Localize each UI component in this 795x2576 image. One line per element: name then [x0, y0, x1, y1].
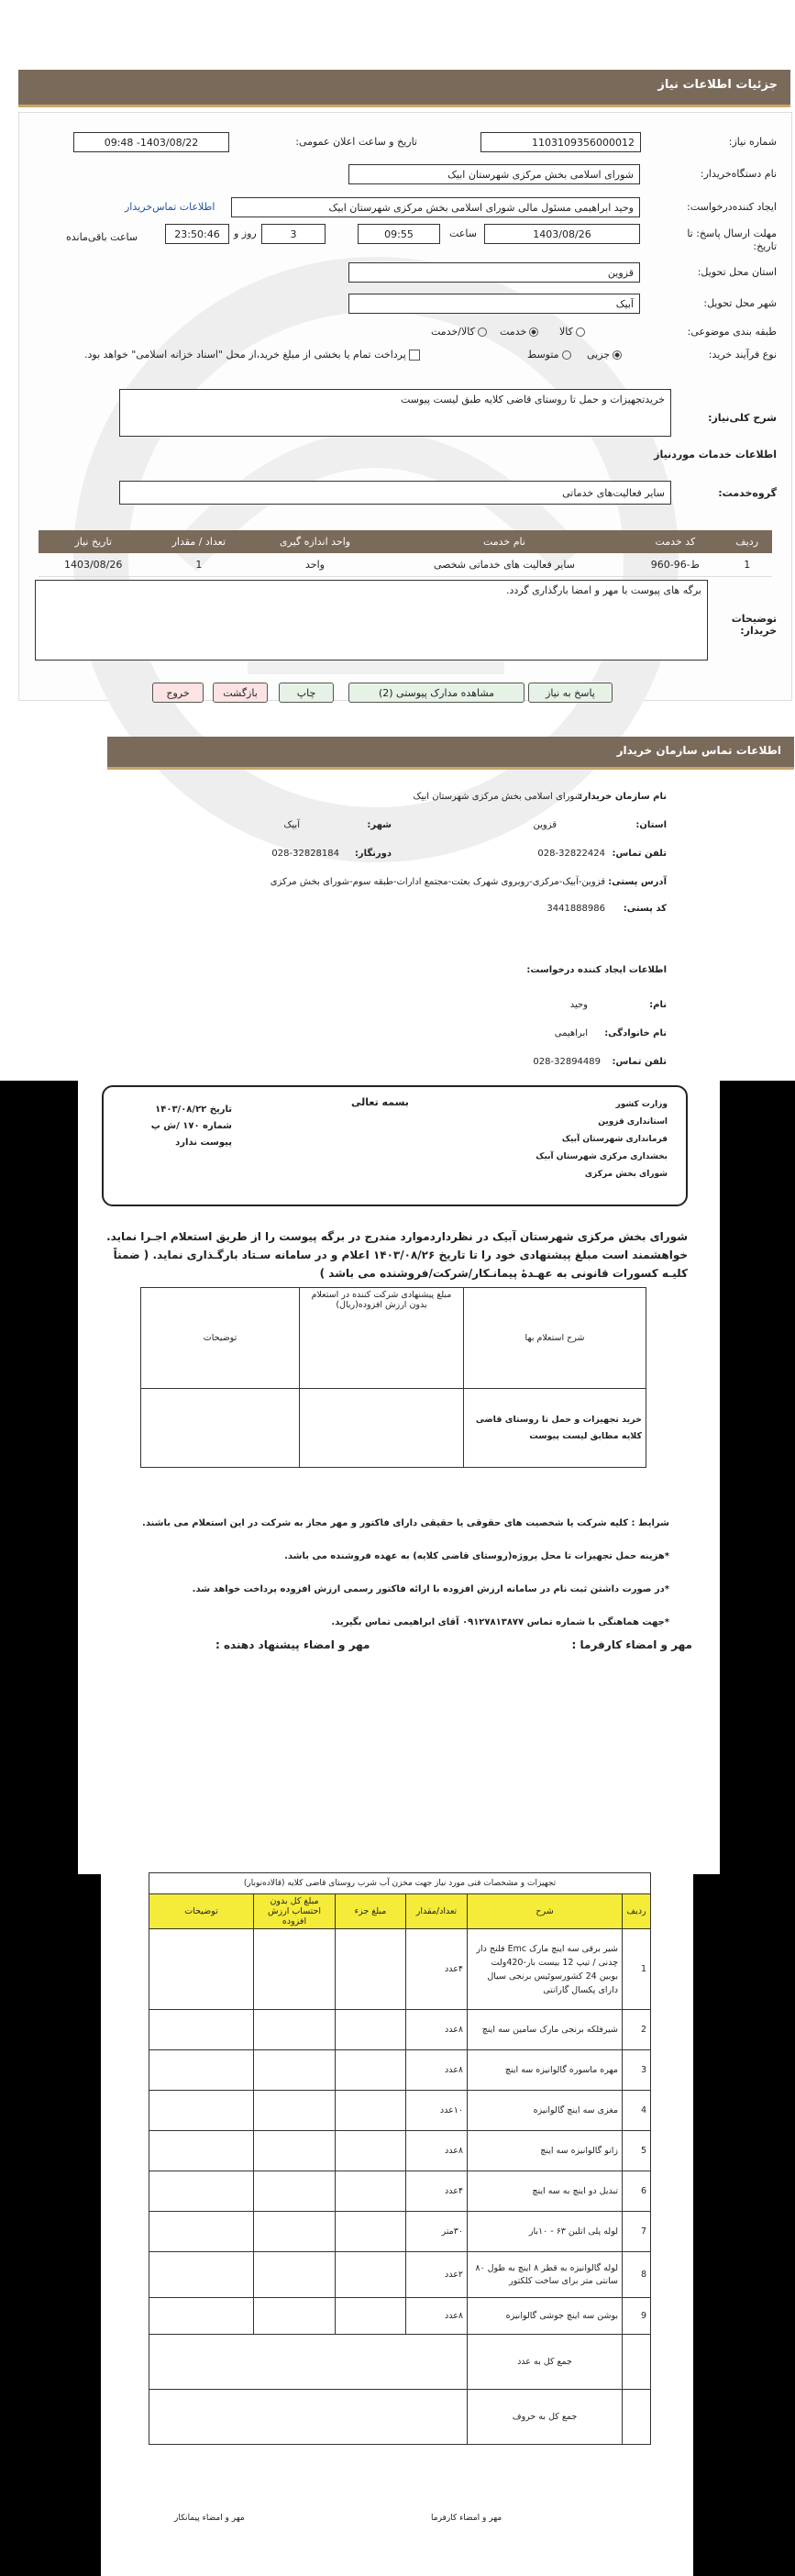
- cell-need-date: 1403/08/26: [39, 553, 148, 577]
- table-row: [149, 2390, 651, 2445]
- table-row: [149, 1929, 651, 2010]
- eq-cell-qty: ۲عدد: [406, 2252, 468, 2298]
- contact-city-value: آبیک: [283, 820, 300, 830]
- table-row: [149, 2335, 651, 2390]
- eq-cell-desc: زانو گالوانیزه سه اینچ: [468, 2131, 623, 2171]
- eq-cell-notes: [149, 2010, 254, 2050]
- eq-cell-total: [254, 2171, 336, 2212]
- need-details-page: [0, 0, 795, 1081]
- contact-province-label: استان:: [635, 820, 667, 830]
- table-row: [149, 2131, 651, 2171]
- creator-info-title: اطلاعات ایجاد کننده درخواست:: [526, 965, 667, 975]
- eq-cell-row: 9: [623, 2298, 651, 2335]
- deadline-time-field: 09:55: [358, 224, 440, 244]
- cell-unit: واحد: [249, 553, 380, 577]
- letter-table: [140, 1287, 646, 1468]
- letter-col-notes: توضیحات: [141, 1288, 300, 1389]
- purchase-minor-option[interactable]: [587, 349, 622, 361]
- creator-field: وحید ابراهیمی مسئول مالی شورای اسلامی بخش مرکزی شهرستان ابیک: [231, 197, 640, 217]
- page-title: جزئیات اطلاعات نیاز: [657, 78, 778, 92]
- city-label: شهر محل تحویل:: [703, 297, 777, 309]
- col-unit: واحد اندازه گیری: [249, 530, 380, 553]
- eq-cell-qty: ۳۰متر: [406, 2212, 468, 2252]
- need-number-field: 1103109356000012: [480, 132, 641, 152]
- equipment-table: [149, 1872, 651, 2445]
- contact-address-label: آدرس پستی:: [608, 877, 667, 887]
- description-field: خریدتجهیزات و حمل تا روستای قاضی کلایه طبق لیست پیوست: [119, 389, 671, 437]
- creator-last-name-label: نام خانوادگی:: [604, 1028, 667, 1038]
- eq-cell-desc: مغزی سه اینچ گالوانیزه: [468, 2091, 623, 2131]
- service-group-field: سایر فعالیت‌های خدماتی: [119, 481, 671, 505]
- creator-first-name-label: نام:: [649, 1000, 667, 1010]
- eq-cell-total: [254, 2091, 336, 2131]
- eq-cell-qty: ۸عدد: [406, 2050, 468, 2091]
- eq-cell-notes: [149, 2171, 254, 2212]
- letter-item-desc: خرید تجهیزات و حمل تا روستای قاضی کلایه مطابق لیست پیوست: [464, 1389, 646, 1468]
- eq-col-total-price: مبلغ کل بدون احتساب ارزش افزوده: [254, 1894, 336, 1929]
- exit-button[interactable]: خروج: [152, 683, 204, 703]
- remaining-time-field: 23:50:46: [165, 224, 229, 244]
- letter-body: شورای بخش مرکزی شهرستان آبیک در نظرداردموارد مندرج در برگه پیوست را از طریق استعلام اجـرا نماید. خواهشمند است مبلغ پیشنهادی خود را تا تاریخ ۱۴۰۳/۰۸/۲۶ اعلام و در سامانه سـتاد بارگـذاری نماید. ( ضمناً کلیـه کسورات قانونی به عهـدۀ پیمانـکار/شرکت/فروشنده می باشد ): [106, 1230, 688, 1280]
- letter-org-block: [536, 1096, 668, 1183]
- purchase-medium-option[interactable]: [527, 349, 571, 361]
- eq-cell-notes: [149, 2091, 254, 2131]
- eq-cell-row: 3: [623, 2050, 651, 2091]
- letter-org-line: شورای بخش مرکزی: [584, 1170, 668, 1179]
- cell-code: ط-96-960: [628, 553, 722, 577]
- letter-conditions: [105, 1507, 669, 1639]
- contact-phone-label: تلفن تماس:: [612, 849, 667, 859]
- category-service-option[interactable]: [500, 326, 538, 338]
- eq-cell-qty: ۴عدد: [406, 2171, 468, 2212]
- eq-cell-desc: شیرفلکه برنجی مارک سامین سه اینچ: [468, 2010, 623, 2050]
- province-label: استان محل تحویل:: [697, 266, 777, 278]
- table-row: [149, 2298, 651, 2335]
- eq-cell-row: 8: [623, 2252, 651, 2298]
- letter-col-price: مبلغ پیشنهادی شرکت کننده در استعلام بدون ارزش افزوده(ریال): [300, 1288, 464, 1389]
- eq-cell-desc: مهره ماسوره گالوانیزه سه اینچ: [468, 2050, 623, 2091]
- eq-col-qty: تعداد/مقدار: [406, 1894, 468, 1929]
- eq-col-row: ردیف: [623, 1894, 651, 1929]
- need-number-label: شماره نیاز:: [728, 136, 777, 148]
- list-paper: [101, 1874, 693, 2576]
- buyer-notes-label: توضیحات خریدار:: [731, 613, 777, 637]
- eq-cell-unit-price: [336, 2252, 406, 2298]
- letter-sign-employer: مهر و امضاء کارفرما :: [571, 1638, 692, 1651]
- eq-cell-desc: شیر برقی سه اینچ مارک Emc فلنج دار چدنی / تیپ 12 بیست بار-420ولت بوبین 24 کشورسوئیس برنجی سیال دارای پکسال گارانتی: [468, 1929, 623, 2010]
- services-table: [39, 530, 772, 577]
- eq-cell-desc: بوشن سه اینچ جوشی گالوانیزه: [468, 2298, 623, 2335]
- province-field: قزوین: [348, 262, 640, 283]
- eq-cell-row: 1: [623, 1929, 651, 2010]
- contact-fax-label: دورنگار:: [354, 849, 392, 859]
- list-sign-employer: مهر و امضاء کارفرما: [431, 2514, 502, 2523]
- contact-phone-value: 028-32822424: [537, 849, 605, 859]
- category-both-text: کالا/خدمت: [431, 326, 475, 338]
- letter-bismillah: بسمه تعالی: [351, 1096, 409, 1108]
- eq-cell-row: 4: [623, 2091, 651, 2131]
- eq-sum-blank: [623, 2335, 651, 2390]
- deadline-time-label: ساعت: [449, 228, 477, 239]
- letter-number: شماره ۱۷۰ /ش پ: [150, 1121, 232, 1131]
- treasury-payment-text: پرداخت تمام یا بخشی از مبلغ خرید،از محل "اسناد خزانه اسلامی" خواهد بود.: [84, 349, 406, 361]
- eq-cell-qty: ۸عدد: [406, 2010, 468, 2050]
- eq-cell-unit-price: [336, 1929, 406, 2010]
- table-row: [149, 2171, 651, 2212]
- col-quantity: تعداد / مقدار: [148, 530, 249, 553]
- eq-cell-total: [254, 2010, 336, 2050]
- table-row: [149, 2010, 651, 2050]
- letter-org-line: بخشداری مرکزی شهرستان آبیک: [536, 1152, 668, 1161]
- equipment-table-title: تجهیزات و مشخصات فنی مورد نیاز جهت مخزن آب شرب روستای قاضی کلایه (قالاده‌نوبار): [149, 1873, 651, 1894]
- eq-cell-unit-price: [336, 2050, 406, 2091]
- eq-cell-qty: ۴عدد: [406, 1929, 468, 2010]
- category-goods-text: کالا: [559, 326, 573, 338]
- letter-date: تاریخ ۱۴۰۳/۰۸/۲۲: [155, 1105, 232, 1115]
- eq-cell-row: 7: [623, 2212, 651, 2252]
- contact-org-label: نام سازمان خریدار:: [579, 792, 667, 802]
- eq-cell-notes: [149, 1929, 254, 2010]
- eq-sum-number-value: [149, 2335, 468, 2390]
- letter-item-notes: [141, 1389, 300, 1468]
- contact-postal-label: کد پستی:: [623, 904, 667, 914]
- col-need-date: تاریخ نیاز: [39, 530, 148, 553]
- letter-condition: *در صورت داشتن ثبت نام در سامانه ارزش افزوده با ارائه فاکتور رسمی ارزش افزوده پرداخت خواهد شد.: [192, 1584, 669, 1594]
- letter-col-desc: شرح استعلام بها: [464, 1288, 646, 1389]
- letter-sign-bidder: مهر و امضاء پیشنهاد دهنده :: [215, 1638, 370, 1651]
- creator-phone-label: تلفن تماس:: [612, 1057, 667, 1067]
- eq-cell-total: [254, 2212, 336, 2252]
- cell-quantity: 1: [148, 553, 249, 577]
- contact-city-label: شهر:: [367, 820, 392, 830]
- remaining-label: ساعت باقی‌مانده: [66, 231, 138, 243]
- eq-col-notes: توضیحات: [149, 1894, 254, 1929]
- eq-cell-qty: ۸عدد: [406, 2298, 468, 2335]
- deadline-date-field: 1403/08/26: [484, 224, 640, 244]
- days-remaining-field: 3: [261, 224, 326, 244]
- letter-condition: شرایط : کلیه شرکت یا شخصیت های حقوقی یا حقیقی دارای فاکتور و مهر مجاز به شرکت در این استعلام می باشند.: [142, 1518, 669, 1528]
- letter-condition: *جهت هماهنگی با شماره تماس ۰۹۱۲۷۸۱۳۸۷۷ آقای ابراهیمی تماس بگیرید.: [331, 1617, 669, 1627]
- deadline-label: مهلت ارسال پاسخ: تا تاریخ:: [687, 228, 777, 252]
- eq-sum-number-label: جمع کل به عدد: [468, 2335, 623, 2390]
- table-row: [149, 2212, 651, 2252]
- print-button[interactable]: چاپ: [279, 683, 334, 703]
- eq-cell-notes: [149, 2050, 254, 2091]
- creator-label: ایجاد کننده‌درخواست:: [687, 201, 777, 213]
- table-row: [149, 2091, 651, 2131]
- letter-attachment: پیوست ندارد: [175, 1138, 232, 1148]
- contact-fax-value: 028-32828184: [271, 849, 339, 859]
- reply-button[interactable]: پاسخ به نیاز: [528, 683, 613, 703]
- creator-phone-value: 028-32894489: [533, 1057, 601, 1067]
- eq-cell-unit-price: [336, 2298, 406, 2335]
- eq-cell-notes: [149, 2131, 254, 2171]
- contact-province-value: قزوین: [533, 820, 557, 830]
- description-label: شرح کلی‌نیاز:: [708, 412, 777, 424]
- eq-cell-qty: ۸عدد: [406, 2131, 468, 2171]
- eq-cell-total: [254, 2050, 336, 2091]
- eq-cell-total: [254, 2252, 336, 2298]
- attached-equipment-list-scan: [0, 1874, 795, 2576]
- cell-row: 1: [722, 553, 772, 577]
- eq-cell-desc: لوله گالوانیزه به قطر ۸ اینچ به طول ۸۰ سانتی متر برای ساخت کلکتور: [468, 2252, 623, 2298]
- eq-cell-unit-price: [336, 2091, 406, 2131]
- contact-address-value: قزوین-آبیک-مرکزی-روبروی شهرک بعثت-مجتمع ادارات-طبقه سوم-شورای بخش مرکزی: [270, 877, 605, 887]
- category-goods-option[interactable]: [559, 326, 585, 338]
- contact-org-value: شورای اسلامی بخش مرکزی شهرستان ابیک: [413, 792, 582, 802]
- contact-section-header: [107, 737, 794, 770]
- contact-section-title: اطلاعات تماس سازمان خریدار: [616, 744, 781, 757]
- purchase-minor-text: جزیی: [587, 349, 611, 361]
- eq-cell-unit-price: [336, 2212, 406, 2252]
- table-row: [149, 2252, 651, 2298]
- contact-postal-value: 3441888986: [547, 904, 605, 914]
- category-label: طبقه بندی موضوعی:: [687, 326, 777, 338]
- eq-cell-unit-price: [336, 2010, 406, 2050]
- eq-cell-qty: ۱۰عدد: [406, 2091, 468, 2131]
- letter-item-price: [300, 1389, 464, 1468]
- services-table-header: [39, 530, 772, 553]
- eq-cell-total: [254, 2298, 336, 2335]
- eq-cell-row: 6: [623, 2171, 651, 2212]
- eq-col-desc: شرح: [468, 1894, 623, 1929]
- eq-sum-words-label: جمع کل به حروف: [468, 2390, 623, 2445]
- view-documents-button[interactable]: مشاهده مدارک پیوستی (2): [348, 683, 524, 703]
- eq-sum-blank: [623, 2390, 651, 2445]
- page-header: [18, 70, 790, 107]
- treasury-payment-checkbox[interactable]: [84, 349, 420, 361]
- letter-date-block: [122, 1102, 232, 1151]
- letter-org-line: وزارت کشور: [615, 1100, 668, 1109]
- announce-date-field: 1403/08/22- 09:48: [73, 132, 229, 152]
- eq-cell-notes: [149, 2212, 254, 2252]
- eq-cell-row: 5: [623, 2131, 651, 2171]
- letter-org-line: فرمانداری شهرستان آبیک: [561, 1135, 668, 1144]
- list-sign-bidder: مهر و امضاء پیمانکار: [174, 2514, 245, 2523]
- attached-letter-scan: [0, 1081, 795, 1874]
- buyer-org-label: نام دستگاه‌خریدار:: [700, 168, 777, 180]
- eq-cell-desc: تبدیل دو اینچ به سه اینچ: [468, 2171, 623, 2212]
- buyer-org-field: شورای اسلامی بخش مرکزی شهرستان ابیک: [348, 164, 640, 184]
- eq-cell-notes: [149, 2252, 254, 2298]
- letter-condition: *هزینه حمل تجهیزات تا محل پروژه(روستای قاضی کلایه) به عهده فروشنده می باشد.: [284, 1551, 669, 1561]
- category-both-option[interactable]: [431, 326, 487, 338]
- services-title: اطلاعات خدمات موردنیاز: [654, 449, 777, 461]
- eq-sum-words-value: [149, 2390, 468, 2445]
- col-code: کد خدمت: [628, 530, 722, 553]
- letter-org-line: استانداری قزوین: [598, 1117, 668, 1127]
- table-row: [149, 2050, 651, 2091]
- purchase-medium-text: متوسط: [527, 349, 559, 361]
- table-row: [39, 553, 772, 577]
- col-service-name: نام خدمت: [381, 530, 629, 553]
- creator-last-name-value: ابراهیمی: [554, 1028, 588, 1038]
- eq-col-unit-price: مبلغ جزء: [336, 1894, 406, 1929]
- city-field: آبیک: [348, 294, 640, 314]
- purchase-type-label: نوع فرآیند خرید:: [708, 349, 777, 361]
- eq-cell-unit-price: [336, 2171, 406, 2212]
- days-label: روز و: [234, 228, 257, 239]
- eq-cell-notes: [149, 2298, 254, 2335]
- letter-header-box: [102, 1085, 688, 1206]
- buyer-contact-link[interactable]: اطلاعات تماس‌خریدار: [125, 201, 215, 213]
- eq-cell-total: [254, 2131, 336, 2171]
- eq-cell-desc: لوله پلی اتلین ۶۳ - ۱۰بار: [468, 2212, 623, 2252]
- letter-paper: [78, 1081, 720, 1874]
- eq-cell-row: 2: [623, 2010, 651, 2050]
- buyer-notes-field: برگه های پیوست با مهر و امضا بارگذاری گردد.: [35, 580, 708, 661]
- back-button[interactable]: بازگشت: [213, 683, 268, 703]
- service-group-label: گروه‌خدمت:: [718, 487, 777, 499]
- category-service-text: خدمت: [500, 326, 527, 338]
- col-row: ردیف: [722, 530, 772, 553]
- cell-service-name: سایر فعالیت های خدماتی شخصی: [381, 553, 629, 577]
- creator-first-name-value: وحید: [569, 1000, 588, 1010]
- eq-cell-total: [254, 1929, 336, 2010]
- announce-date-label: تاریخ و ساعت اعلان عمومی:: [295, 136, 417, 148]
- eq-cell-unit-price: [336, 2131, 406, 2171]
